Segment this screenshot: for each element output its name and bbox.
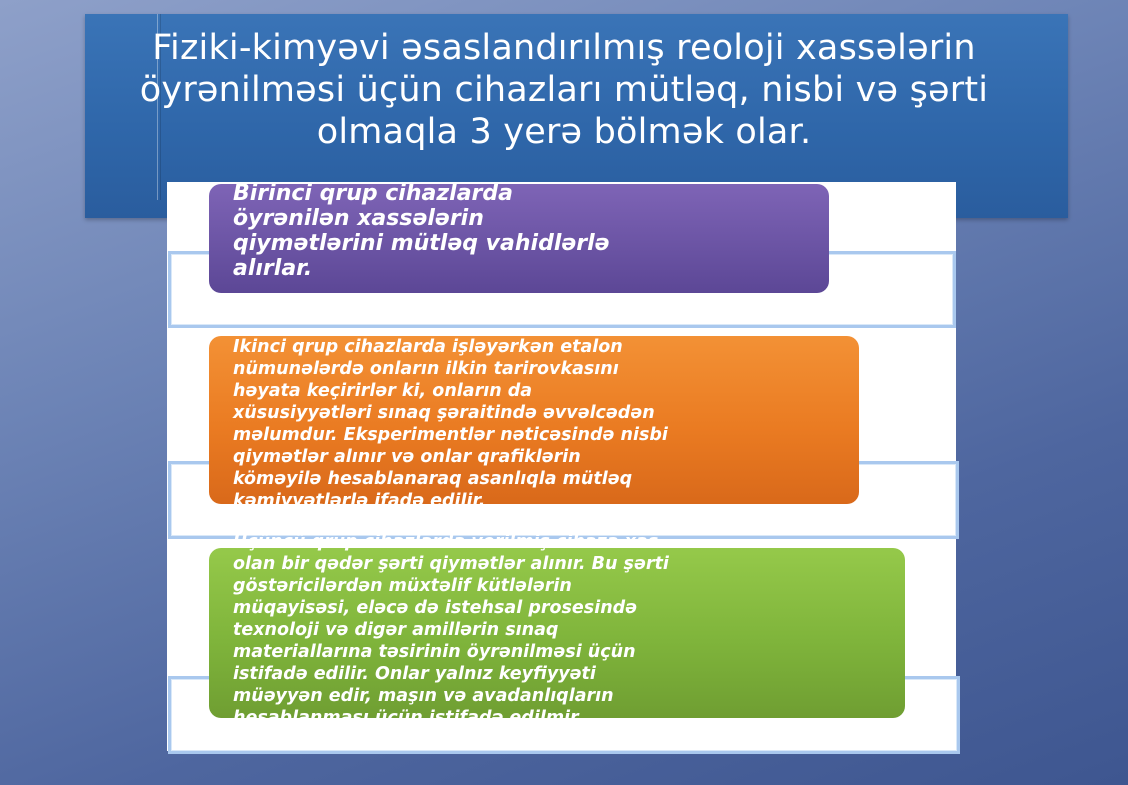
group-box-relative-text: Ikinci qrup cihazlarda işləyərkən etalon nümunələrdə onların ilkin tarirovkasını həyata keçirirlər ki, onların da xüsusiyyətləri sınaq şəraitində əvvəlcədən məlumdur. Eksperimentlər nəticəsində nisbi qiymətlər alınır və onlar qrafiklərin köməyilə hesablanaraq asanlıqla mütləq kəmiyyətlərlə ifadə edilir. bbox=[233, 337, 668, 511]
group-box-conditional-text: Üçüncü qrup cihazlarda verilmiş cihaza xas olan bir qədər şərti qiymətlər alınır. Bu şərti göstəricilərdən müxtəlif kütlələrin müqayisəsi, eləcə də istehsal prosesində texnoloji və digər amillərin sınaq materiallarına təsirinin öyrənilməsi üçün istifadə edilir. Onlar yalnız keyfiyyəti müəyyən edir, maşın və avadanlıqların hesablanması üçün istifadə edilmir. bbox=[233, 532, 669, 728]
slide-title: Fiziki-kimyəvi əsaslandırılmış reoloji xassələrin öyrənilməsi üçün cihazları mütləq, nisbi və şərti olmaqla 3 yerə bölmək olar. bbox=[139, 28, 989, 152]
group-box-relative bbox=[209, 336, 859, 511]
group-box-conditional bbox=[209, 532, 905, 728]
group-box-absolute-text: Birinci qrup cihazlarda öyrənilən xassələrin qiymətlərini mütləq vahidlərlə alırlar. bbox=[233, 181, 610, 281]
group-box-absolute bbox=[209, 181, 829, 293]
